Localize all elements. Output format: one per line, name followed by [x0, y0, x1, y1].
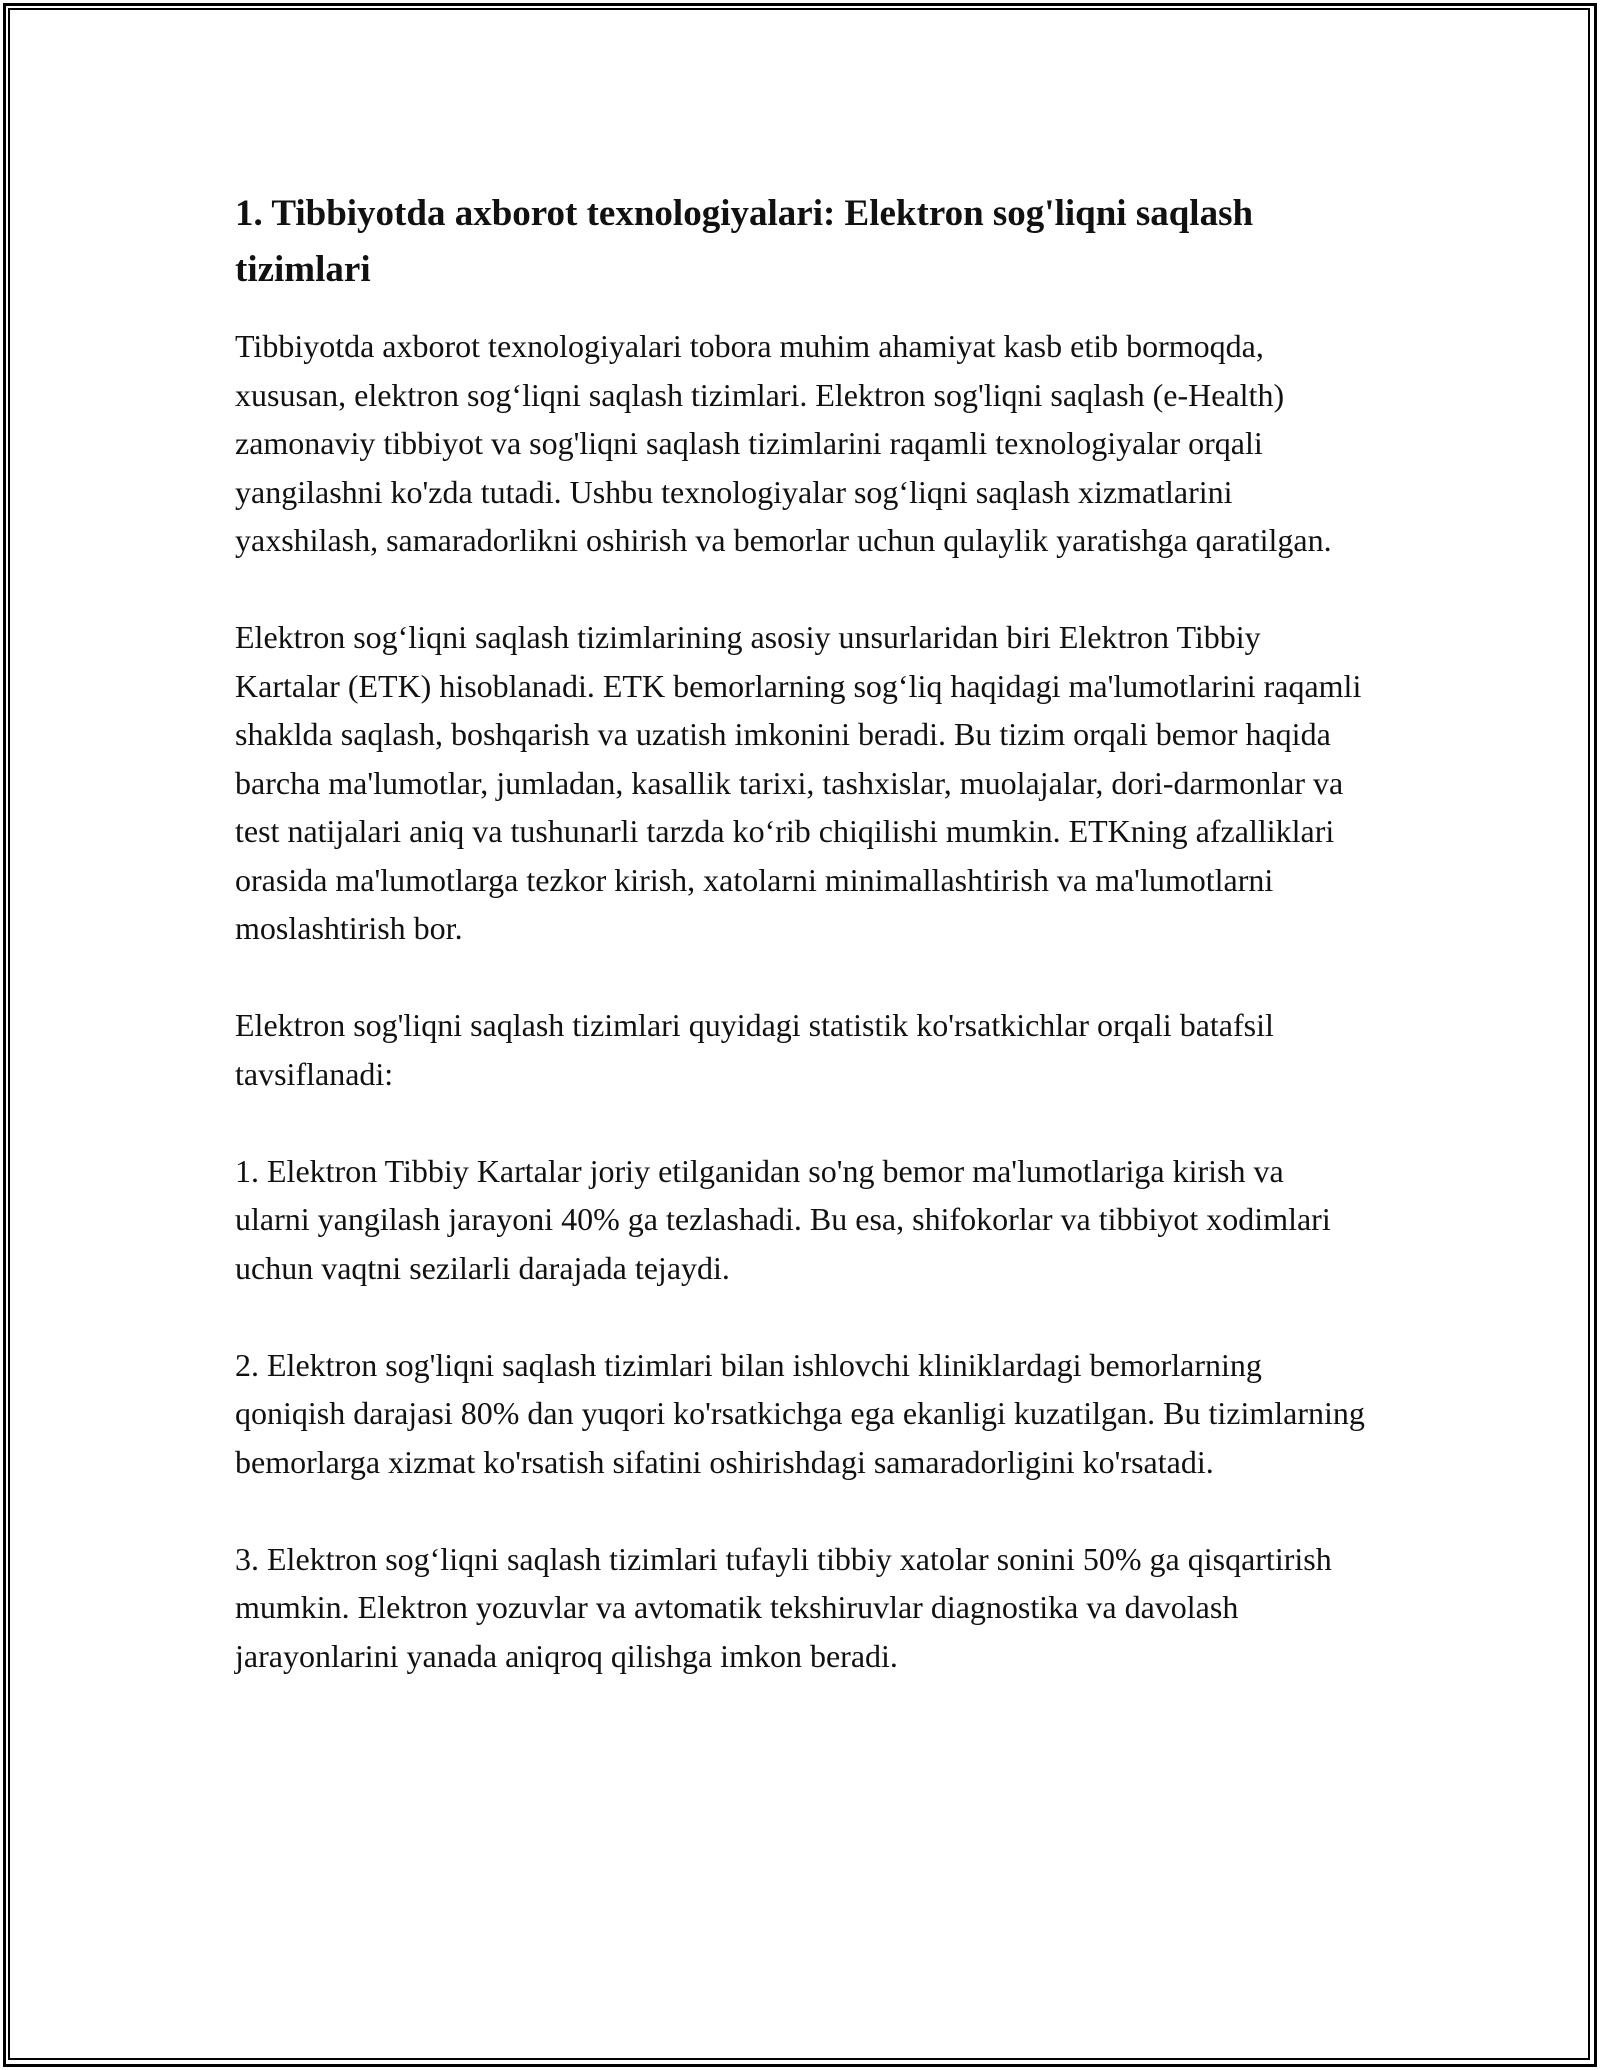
statistics-intro-paragraph: Elektron sog'liqni saqlash tizimlari quyidagi statistik ko'rsatkichlar orqali batafsil tavsiflanadi: [235, 1007, 1274, 1092]
document-title: 1. Tibbiyotda axborot texnologiyalari: Elektron sog'liqni saqlash tizimlari [235, 193, 1254, 290]
document-body [235, 186, 1365, 1729]
intro-paragraph: Tibbiyotda axborot texnologiyalari tobora muhim ahamiyat kasb etib bormoqda, xususan, elektron sog‘liqni saqlash tizimlari. Elektron sog'liqni saqlash (e-Health) zamonaviy tibbiyot va sog'liqni saqlash tizimlarini raqamli texnologiyalar orqali yangilashni ko'zda tutadi. Ushbu texnologiyalar sog‘liqni saqlash xizmatlarini yaxshilash, samaradorlikni oshirish va bemorlar uchun qulaylik yaratishga qaratilgan. [235, 328, 1332, 558]
statistic-item-3: 3. Elektron sog‘liqni saqlash tizimlari tufayli tibbiy xatolar sonini 50% ga qisqartirish mumkin. Elektron yozuvlar va avtomatik tekshiruvlar diagnostika va davolash jarayonlarini yanada aniqroq qilishga imkon beradi. [235, 1540, 1332, 1674]
etk-paragraph: Elektron sog‘liqni saqlash tizimlarining asosiy unsurlaridan biri Elektron Tibbiy Kartalar (ETK) hisoblanadi. ETK bemorlarning sog‘liq haqidagi ma'lumotlarini raqamli shaklda saqlash, boshqarish va uzatish imkonini beradi. Bu tizim orqali bemor haqida barcha ma'lumotlar, jumladan, kasallik tarixi, tashxislar, muolajalar, dori-darmonlar va test natijalari aniq va tushunarli tarzda ko‘rib chiqilishi mumkin. ETKning afzalliklari orasida ma'lumotlarga tezkor kirish, xatolarni minimallashtirish va ma'lumotlarni moslashtirish bor. [235, 619, 1362, 946]
statistic-item-2: 2. Elektron sog'liqni saqlash tizimlari bilan ishlovchi kliniklardagi bemorlarning qoniqish darajasi 80% dan yuqori ko'rsatkichga ega ekanligi kuzatilgan. Bu tizimlarning bemorlarga xizmat ko'rsatish sifatini oshirishdagi samaradorligini ko'rsatadi. [235, 1346, 1365, 1480]
statistic-item-1: 1. Elektron Tibbiy Kartalar joriy etilganidan so'ng bemor ma'lumotlariga kirish va ularni yangilash jarayoni 40% ga tezlashadi. Bu esa, shifokorlar va tibbiyot xodimlari uchun vaqtni sezilarli darajada tejaydi. [235, 1152, 1331, 1286]
